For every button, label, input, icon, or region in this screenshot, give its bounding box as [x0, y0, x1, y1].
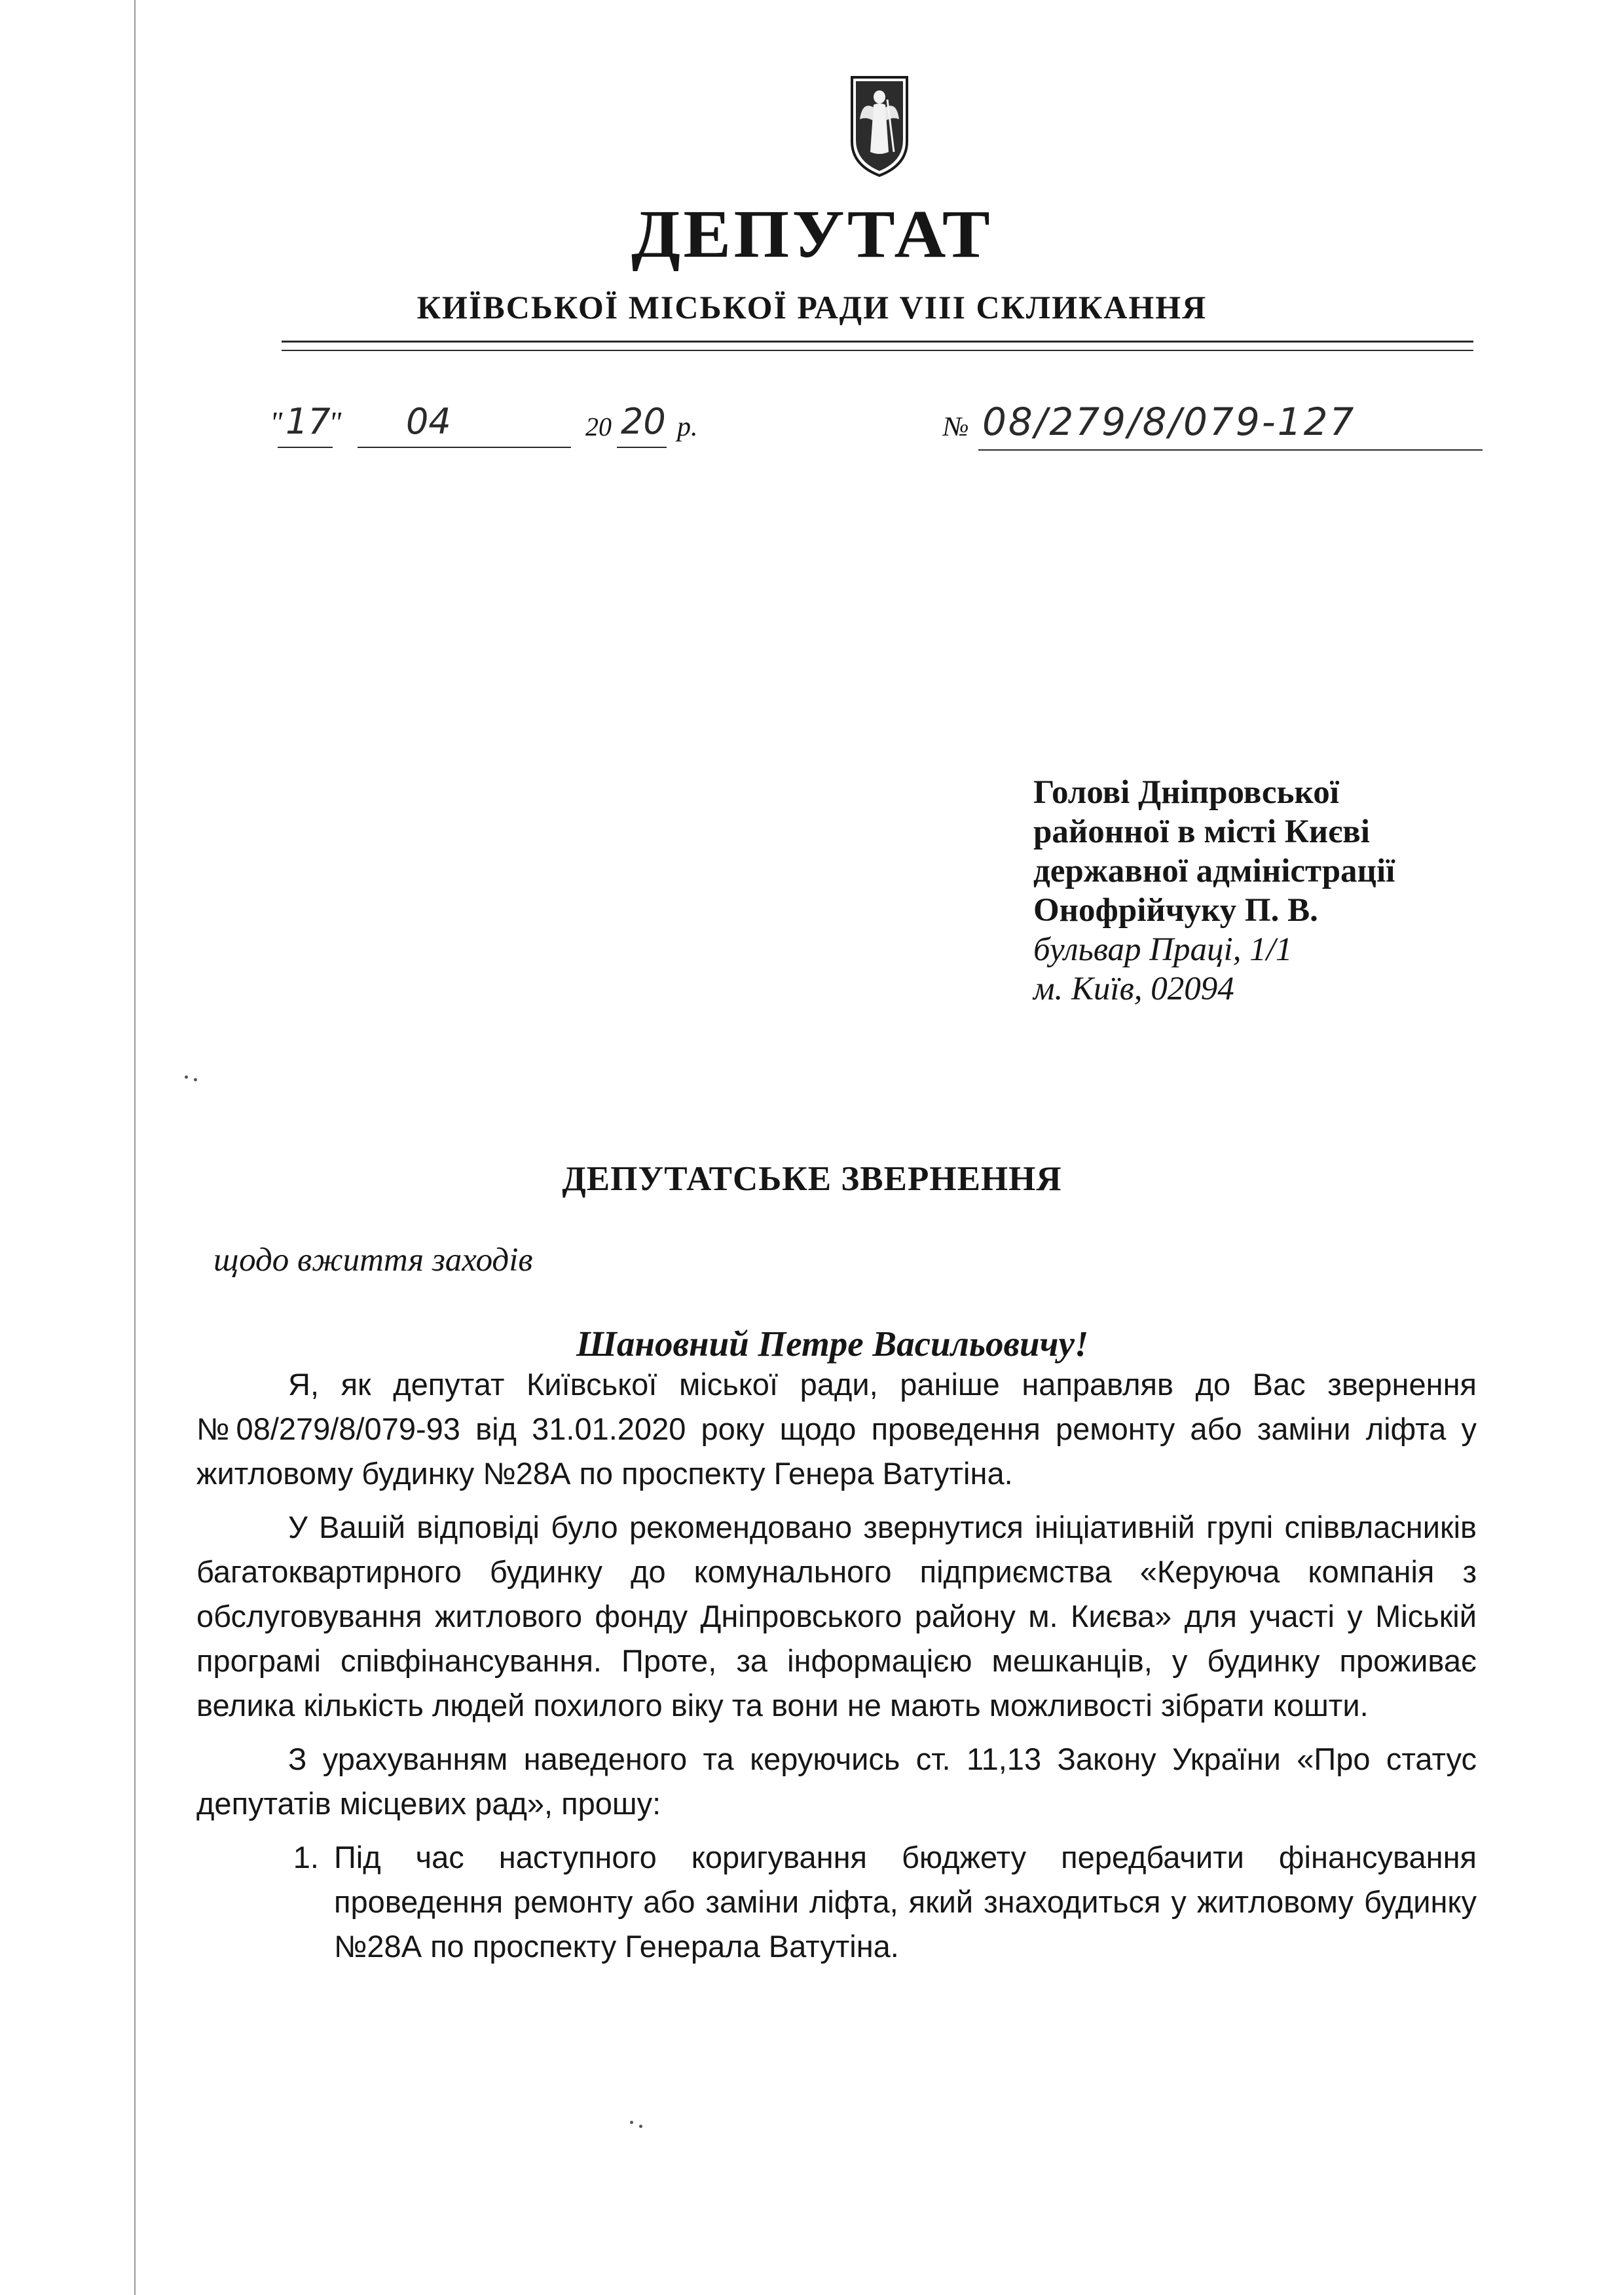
reference-number: 08/279/8/079-127: [982, 400, 1356, 444]
letter-body: [196, 1362, 1477, 1969]
kyiv-coat-of-arms-icon: [847, 73, 912, 178]
document-subject: щодо вжиття заходів: [213, 1242, 533, 1278]
body-paragraph: Я, як депутат Київської міської ради, раніше направляв до Вас звернення №08/279/8/079-93 від 31.01.2020 року щодо проведення ремонту або заміни ліфта у житловому будинку №28А по проспекту Генера Ватутіна.: [196, 1367, 1477, 1491]
header-divider-top: [282, 341, 1473, 343]
scan-speck: [630, 2121, 633, 2124]
scan-edge-line: [134, 0, 136, 2295]
reference-number-line: [943, 400, 1480, 458]
reference-prefix: №: [943, 412, 969, 442]
scan-speck: [185, 1075, 188, 1079]
date-day: 17: [286, 401, 331, 442]
salutation: Шановний Петре Васильовичу!: [576, 1324, 1089, 1364]
addressee-line-1: Голові Дніпровської: [1033, 774, 1339, 811]
addressee-name: Онофрійчуку П. В.: [1033, 892, 1318, 929]
body-paragraph: У Вашій відповіді було рекомендовано звернутися ініціативній групі співвласників багатоквартирного будинку до комунального підприємства «Керуюча компанія з обслуговування житлового фонду Дніпровського району м. Києва» для участі у Міській програмі співфінансування. Проте, за інформацією мешканців, у будинку проживає велика кількість людей похилого віку та вони не мають можливості зібрати кошти.: [196, 1510, 1477, 1723]
council-name: КИЇВСЬКОЇ МІСЬКОЇ РАДИ VIII СКЛИКАННЯ: [416, 289, 1208, 326]
date-month: 04: [406, 401, 451, 442]
addressee-line-2: районної в місті Києві: [1033, 813, 1370, 850]
request-item: 1. Під час наступного коригування бюджету передбачити фінансування проведення ремонту або заміни ліфта, який знаходиться у житловому будинку №28А по проспекту Генерала Ватутіна.: [327, 1835, 1477, 1969]
scan-speck: [639, 2125, 642, 2128]
date-line: " 17 " 04 20 20 р.: [262, 400, 733, 458]
request-list: [196, 1835, 1477, 1969]
addressee-block: [1033, 773, 1544, 1009]
document-header-title: ДЕПУТАТ: [631, 196, 993, 272]
scan-speck: [194, 1078, 197, 1081]
date-year-suffix: 20: [621, 401, 666, 442]
addressee-street: бульвар Праці, 1/1: [1033, 931, 1293, 968]
document-title: ДЕПУТАТСЬКЕ ЗВЕРНЕННЯ: [562, 1160, 1062, 1198]
addressee-line-3: державної адміністрації: [1033, 853, 1395, 889]
date-year-prefix: 20: [585, 412, 612, 441]
addressee-city: м. Київ, 02094: [1033, 971, 1234, 1007]
body-paragraph: З урахуванням наведеного та керуючись ст. 11,13 Закону України «Про статус депутатів місцевих рад», прошу:: [196, 1742, 1477, 1821]
date-suffix: р.: [677, 412, 698, 442]
header-divider-bottom: [282, 350, 1473, 351]
